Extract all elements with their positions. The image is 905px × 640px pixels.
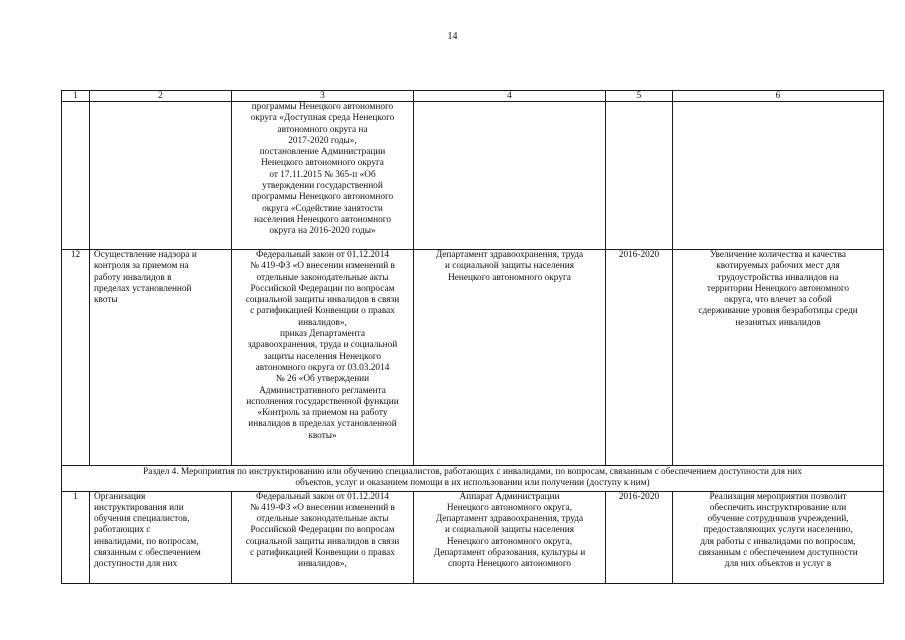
row-number-cell: 12 <box>62 250 90 466</box>
result-cell <box>673 102 884 250</box>
table-row-12 <box>62 250 884 466</box>
table-row-continuation <box>62 102 884 250</box>
header-col-3: 3 <box>232 91 414 102</box>
table-header-row <box>62 91 884 102</box>
header-col-2: 2 <box>90 91 232 102</box>
header-col-5: 5 <box>606 91 673 102</box>
period-cell: 2016-2020 <box>606 491 673 583</box>
result-cell: Увеличение количества и качества квотируемых рабочих мест для трудоустройства инвалидов на территории Ненецкого автономного округа, что влечет за собой сдерживание уровня безработицы среди незанятых инвалидов <box>673 250 884 466</box>
measure-name-cell: Осуществление надзора и контроля за приемом на работу инвалидов в пределах установленной квоты <box>90 250 232 466</box>
measure-name-cell: Организация инструктирования или обучения специалистов, работающих с инвалидами, по вопросам, связанным с обеспечением доступности для них <box>90 491 232 583</box>
legal-basis-cell: программы Ненецкого автономного округа «Доступная среда Ненецкого автономного округа на 2017-2020 годы», постановление Администрации Ненецкого автономного округа от 17.11.2015 № 365-п «Об утверждении государственной программы Ненецкого автономного округа «Содействие занятости населения Ненецкого автономного округа на 2016-2020 годы» <box>232 102 414 250</box>
row-number-cell: 1 <box>62 491 90 583</box>
header-col-1: 1 <box>62 91 90 102</box>
legal-basis-cell: Федеральный закон от 01.12.2014 № 419-ФЗ «О внесении изменений в отдельные законодательные акты Российской Федерации по вопросам социальной защиты инвалидов в связи с ратификацией Конвенции о правах инвалидов», <box>232 491 414 583</box>
section-4-heading-row <box>62 466 884 492</box>
measures-table <box>61 90 884 584</box>
row-number-cell <box>62 102 90 250</box>
section-4-heading: Раздел 4. Мероприятия по инструктированию или обучению специалистов, работающих с инвалидами, по вопросам, связанным с обеспечением доступности для них объектов, услуг и оказанием помощи в их использовании или получении (доступу к ним) <box>62 466 884 492</box>
page-number: 14 <box>447 31 458 42</box>
measure-name-cell <box>90 102 232 250</box>
legal-basis-cell: Федеральный закон от 01.12.2014 № 419-ФЗ «О внесении изменений в отдельные законодательные акты Российской Федерации по вопросам социальной защиты инвалидов в связи с ратификацией Конвенции о правах инвалидов», приказ Департамента здравоохранения, труда и социальной защиты населения Ненецкого автономного округа от 03.03.2014 № 26 «Об утверждении Административного регламента исполнения государственной функции «Контроль за приемом на работу инвалидов в пределах установленной квоты» <box>232 250 414 466</box>
header-col-4: 4 <box>414 91 606 102</box>
header-col-6: 6 <box>673 91 884 102</box>
period-cell <box>606 102 673 250</box>
executor-cell: Аппарат Администрации Ненецкого автономного округа, Департамент здравоохранения, труда и социальной защиты населения Ненецкого автономного округа, Департамент образования, культуры и спорта Ненецкого автономного <box>414 491 606 583</box>
executor-cell <box>414 102 606 250</box>
executor-cell: Департамент здравоохранения, труда и социальной защиты населения Ненецкого автономного округа <box>414 250 606 466</box>
result-cell: Реализация мероприятия позволит обеспечить инструктирование или обучение сотрудников учреждений, предоставляющих услуги населению, для работы с инвалидами по вопросам, связанным с обеспечением доступности для них объектов и услуг в <box>673 491 884 583</box>
table-row-1 <box>62 491 884 583</box>
period-cell: 2016-2020 <box>606 250 673 466</box>
